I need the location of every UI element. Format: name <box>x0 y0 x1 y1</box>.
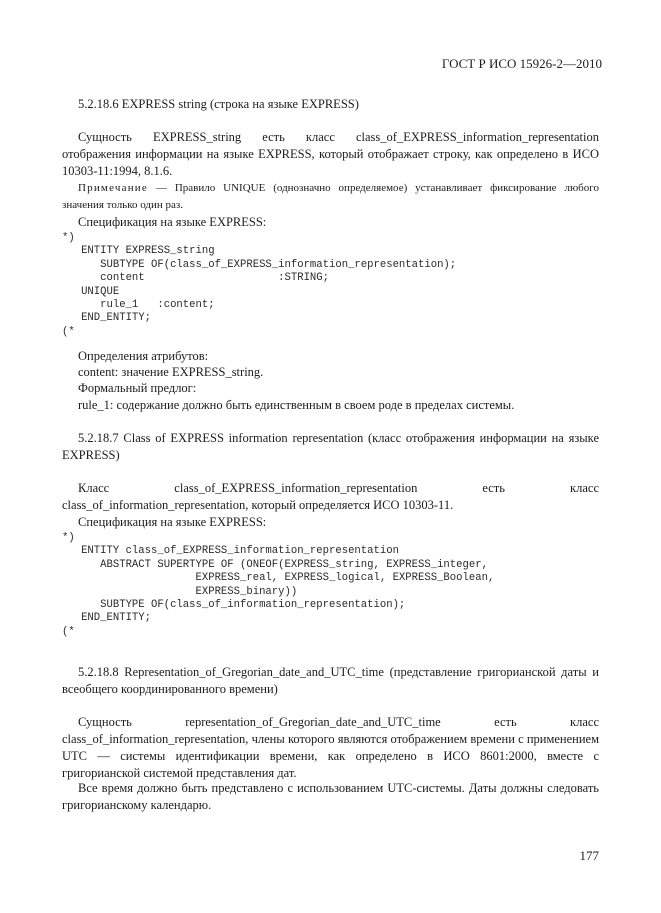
section-body: Класс class_of_EXPRESS_information_representation есть класс class_of_information_representation, который определяется ИСО 10303-11. <box>62 481 599 512</box>
section-body: Сущность EXPRESS_string есть класс class_of_EXPRESS_information_representation отображения информации на языке EXPRESS, который отображает строку, как определено в ИСО 10303-11:1994, 8.1.6. <box>62 130 599 178</box>
page-number: 177 <box>579 848 599 863</box>
note <box>62 180 599 214</box>
section-body: Все время должно быть представлено с использованием UTC-системы. Даты должны следовать григорианскому календарю. <box>62 781 599 812</box>
spec-label: Спецификация на языке EXPRESS: <box>78 215 267 229</box>
note-label: Примечание <box>78 182 148 194</box>
express-code-block: *) ENTITY EXPRESS_string SUBTYPE OF(class_of_EXPRESS_information_representation); content :STRING; UNIQUE rule_1 :content; END_ENTITY; (* <box>62 232 457 338</box>
attribute-content: content: значение EXPRESS_string. <box>78 365 264 379</box>
spec-label: Спецификация на языке EXPRESS: <box>78 515 267 529</box>
express-code-block: *) ENTITY class_of_EXPRESS_information_representation ABSTRACT SUPERTYPE OF (ONEOF(EXPRESS_string, EXPRESS_integer, EXPRESS_real, EXPRESS_logical, EXPRESS_Boolean, EXPRESS_binary)) SUBTYPE OF(class_of_information_representation); END_ENTITY; (* <box>62 532 495 638</box>
section-heading-5-2-18-6: 5.2.18.6 EXPRESS string (строка на языке EXPRESS) <box>78 97 359 111</box>
section-heading-5-2-18-8: 5.2.18.8 Representation_of_Gregorian_date_and_UTC_time (представление григорианской даты и всеобщего координированного времени) <box>62 665 599 696</box>
formal-rule-text: rule_1: содержание должно быть единственным в своем роде в пределах системы. <box>78 398 515 412</box>
document-header: ГОСТ Р ИСО 15926-2—2010 <box>441 56 602 71</box>
section-body: Сущность representation_of_Gregorian_date_and_UTC_time есть класс class_of_information_representation, члены которого являются отображением времени с применением UTC — системы идентификации времени, как определено в ИСО 8601:2000, вместе с григорианской системой представления дат. <box>62 715 599 780</box>
attribute-heading: Определения атрибутов: <box>78 349 209 363</box>
formal-rule-heading: Формальный предлог: <box>78 381 197 395</box>
note-text: — Правило UNIQUE (однозначно определяемое) устанавливает фиксирование любого значения только один раз. <box>62 182 599 211</box>
section-heading-5-2-18-7: 5.2.18.7 Class of EXPRESS information representation (класс отображения информации на языке EXPRESS) <box>62 431 599 462</box>
